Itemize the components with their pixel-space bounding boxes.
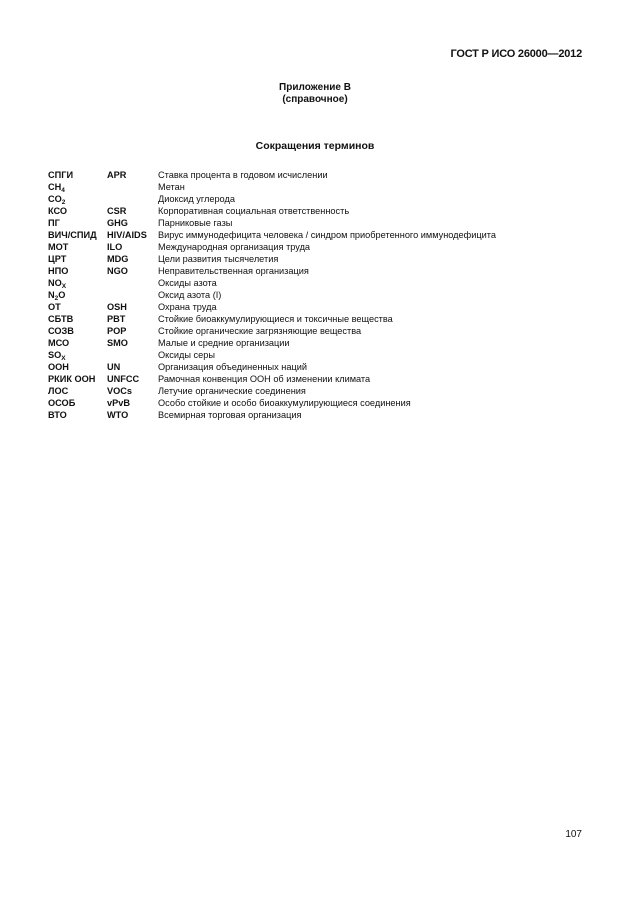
- abbr-english: UNFCC: [107, 374, 140, 384]
- abbr-russian: СПГИ: [48, 170, 74, 180]
- abbr-english: OSH: [107, 302, 127, 312]
- table-row: [48, 193, 496, 205]
- abbr-russian: СОЗВ: [48, 326, 74, 336]
- document-standard-header: ГОСТ Р ИСО 26000—2012: [450, 48, 582, 60]
- table-row: [48, 409, 496, 421]
- abbr-russian: $CO_2$: [48, 194, 66, 206]
- table-row: [48, 217, 496, 229]
- abbr-russian: $NO_X$: [48, 278, 67, 290]
- abbr-description: Международная организация труда: [158, 242, 311, 252]
- table-row: [48, 397, 496, 409]
- table-row: [48, 229, 496, 241]
- abbr-english: [107, 277, 158, 289]
- abbreviations-table: [48, 169, 496, 421]
- abbr-description: Оксиды серы: [158, 350, 215, 360]
- abbr-english: vPvB: [107, 398, 130, 408]
- abbr-russian: $N_2O$: [48, 290, 66, 302]
- abbr-russian: ЛОС: [48, 386, 69, 396]
- abbr-english: [107, 349, 158, 361]
- abbr-description: Вирус иммунодефицита человека / синдром приобретенного иммунодефицита: [158, 230, 496, 240]
- abbr-english: UN: [107, 362, 121, 372]
- abbr-description: Диоксид углерода: [158, 194, 235, 204]
- abbr-english: VOCs: [107, 386, 133, 396]
- table-row: [48, 313, 496, 325]
- table-row: [48, 301, 496, 313]
- abbr-description: Метан: [158, 182, 185, 192]
- table-row: [48, 205, 496, 217]
- abbr-english: PBT: [107, 314, 126, 324]
- abbr-russian: МОТ: [48, 242, 69, 252]
- table-row: [48, 325, 496, 337]
- abbr-english: [107, 181, 158, 193]
- abbr-english: MDG: [107, 254, 129, 264]
- table-row: [48, 385, 496, 397]
- table-row: [48, 289, 496, 301]
- abbr-russian: НПО: [48, 266, 69, 276]
- section-title: Сокращения терминов: [255, 140, 375, 152]
- annex-title: Приложение В: [279, 82, 351, 93]
- abbr-english: HIV/AIDS: [107, 230, 147, 240]
- abbr-description: Охрана труда: [158, 302, 217, 312]
- abbr-english: POP: [107, 326, 127, 336]
- abbr-english: APR: [107, 170, 127, 180]
- abbr-english: NGO: [107, 266, 128, 276]
- abbr-description: Неправительственная организация: [158, 266, 309, 276]
- table-row: [48, 241, 496, 253]
- abbr-russian: КСО: [48, 206, 68, 216]
- table-row: [48, 373, 496, 385]
- abbr-russian: МСО: [48, 338, 70, 348]
- abbr-description: Корпоративная социальная ответственность: [158, 206, 350, 216]
- abbr-description: Оксид азота (I): [158, 290, 222, 300]
- abbr-russian: СБТВ: [48, 314, 74, 324]
- abbr-english: WTO: [107, 410, 129, 420]
- abbr-english: CSR: [107, 206, 127, 216]
- abbr-russian: ПГ: [48, 218, 60, 228]
- abbr-russian: $SO_X$: [48, 350, 66, 362]
- abbr-english: SMO: [107, 338, 128, 348]
- abbr-english: GHG: [107, 218, 128, 228]
- page-number: 107: [565, 829, 582, 840]
- table-row: [48, 337, 496, 349]
- abbr-description: Малые и средние организации: [158, 338, 290, 348]
- abbr-description: Рамочная конвенция ООН об изменении климата: [158, 374, 371, 384]
- table-row: [48, 265, 496, 277]
- abbr-russian: $CH_4$: [48, 182, 65, 194]
- abbr-description: Стойкие биоаккумулирующиеся и токсичные вещества: [158, 314, 393, 324]
- table-row: [48, 349, 496, 361]
- abbr-description: Парниковые газы: [158, 218, 233, 228]
- abbr-russian: РКИК ООН: [48, 374, 96, 384]
- abbr-russian: ЦРТ: [48, 254, 67, 264]
- abbr-russian: ВТО: [48, 410, 67, 420]
- table-row: [48, 361, 496, 373]
- table-row: [48, 277, 496, 289]
- abbr-description: Летучие органические соединения: [158, 386, 306, 396]
- abbr-english: [107, 193, 158, 205]
- annex-subtitle: (справочное): [282, 94, 348, 105]
- abbr-description: Стойкие органические загрязняющие вещества: [158, 326, 362, 336]
- annex-heading: [0, 82, 630, 106]
- abbr-english: [107, 289, 158, 301]
- table-row: [48, 169, 496, 181]
- table-row: [48, 181, 496, 193]
- abbr-russian: ОСОБ: [48, 398, 76, 408]
- abbr-description: Ставка процента в годовом исчислении: [158, 170, 328, 180]
- abbr-russian: ВИЧ/СПИД: [48, 230, 97, 240]
- table-row: [48, 253, 496, 265]
- abbr-description: Цели развития тысячелетия: [158, 254, 279, 264]
- abbr-description: Всемирная торговая организация: [158, 410, 302, 420]
- abbr-description: Особо стойкие и особо биоаккумулирующиеся соединения: [158, 398, 411, 408]
- abbr-russian: ООН: [48, 362, 69, 372]
- abbr-description: Организация объединенных наций: [158, 362, 307, 372]
- abbr-english: ILO: [107, 242, 123, 252]
- abbr-description: Оксиды азота: [158, 278, 217, 288]
- abbr-russian: ОТ: [48, 302, 61, 312]
